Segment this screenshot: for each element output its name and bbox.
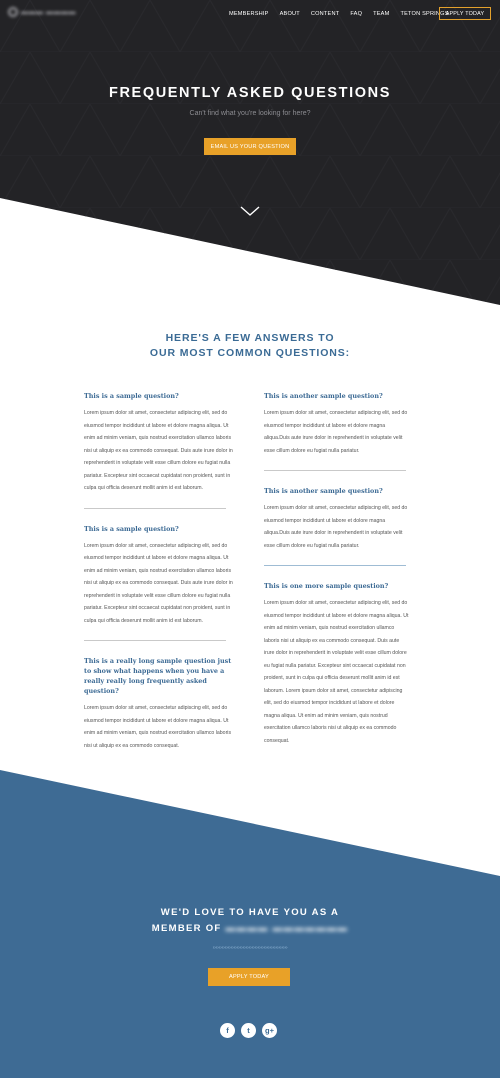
email-question-button[interactable]: EMAIL US YOUR QUESTION	[204, 138, 296, 155]
nav-item-content[interactable]: CONTENT	[310, 11, 340, 17]
faq-item	[84, 391, 240, 495]
logo-wordmark: ▬▬▬ ▬▬▬▬	[21, 8, 76, 16]
faq-item	[84, 524, 240, 628]
faq-heading-line1: HERE'S A FEW ANSWERS TO	[165, 332, 335, 344]
arrow-divider: ››››››››››››››››››››››››››››››››››››››››››››››››››	[212, 945, 288, 951]
divider	[264, 565, 406, 566]
apply-today-nav-button[interactable]: APPLY TODAY	[439, 7, 491, 20]
faq-question: This is one more sample question?	[264, 582, 389, 590]
facebook-icon[interactable]: f	[220, 1023, 235, 1038]
faq-answer: Lorem ipsum dolor sit amet, consectetur adipiscing elit, sed do eiusmod tempor incididunt ut labore et dolore magna aliqua.Duis aute irure dolor in reprehenderit in voluptate velit esse cillum dolore eu fugiat nulla pariatur.	[264, 410, 408, 454]
nav-item-about[interactable]: ABOUT	[279, 11, 300, 17]
nav-item-team[interactable]: TEAM	[373, 11, 390, 17]
blurred-brand-name: ▬▬▬▬ ▬▬▬▬▬▬▬	[225, 923, 349, 934]
nav-item-faq[interactable]: FAQ	[350, 11, 363, 17]
divider	[84, 508, 226, 509]
twitter-icon[interactable]: t	[241, 1023, 256, 1038]
faq-answer: Lorem ipsum dolor sit amet, consectetur adipiscing elit, sed do eiusmod tempor incididunt ut labore et dolore magna aliqua.Duis aute irure dolor in reprehenderit in voluptate velit esse cillum dolore eu fugiat nulla pariatur.	[264, 505, 408, 549]
faq-item	[264, 391, 409, 457]
chevron-down-icon[interactable]	[240, 205, 260, 217]
faq-answer: Lorem ipsum dolor sit amet, consectetur adipiscing elit, sed do eiusmod tempor incididunt ut labore et dolore magna aliqua. Ut enim ad minim veniam, quis nostrud exercitation ullamco laboris nisi ut aliquip ex ea commodo consequat. Duis aute irure dolor in reprehenderit in voluptate velit esse cillum dolore eu fugiat nulla pariatur. Excepteur sint occaecat cupidatat non proident, sunt in culpa qui officia deserunt mollit anim id est laborum.	[84, 542, 233, 624]
nav-item-membership[interactable]: MEMBERSHIP	[229, 11, 269, 17]
faq-question: This is a really long sample question just to show what happens when you have a really really long frequently asked question?	[84, 657, 232, 695]
social-links	[220, 1023, 283, 1038]
logo-mark-icon	[8, 7, 18, 17]
nav-item-teton-springs[interactable]: TETON SPRINGS	[400, 11, 449, 17]
faq-answer: Lorem ipsum dolor sit amet, consectetur adipiscing elit, sed do eiusmod tempor incididunt ut labore et dolore magna aliqua. Ut enim ad minim veniam, quis nostrud exercitation ullamco laboris nisi ut aliquip ex ea commodo consequat. Duis aute irure dolor in reprehenderit in voluptate velit esse cillum dolore eu fugiat nulla pariatur. Excepteur sint occaecat cupidatat non proident, sunt in culpa qui officia deserunt mollit anim id est laborum.	[84, 410, 233, 491]
hero-subtitle: Can't find what you're looking for here?	[189, 110, 311, 117]
faq-question: This is another sample question?	[264, 392, 383, 400]
googleplus-icon[interactable]: g+	[262, 1023, 277, 1038]
faq-answer: Lorem ipsum dolor sit amet, consectetur adipiscing elit, sed do eiusmod tempor incididunt ut labore et dolore magna aliqua. Ut enim ad minim veniam, quis nostrud exercitation ullamco laboris nisi ut aliquip ex ea commodo consequat. Duis aute irure dolor in reprehenderit in voluptate velit esse cillum dolore eu fugiat nulla pariatur. Excepteur sint occaecat cupidatat non proident, sunt in culpa qui officia deserunt mollit anim id est laborum. Lorem ipsum dolor sit amet, consectetur adipiscing elit, sed do eiusmod tempor incididunt ut labore et dolore magna aliqua. Ut enim ad minim veniam, quis nostrud exercitation ullamco laboris nisi ut aliquip ex ea commodo consequat.	[264, 600, 409, 744]
faq-column-right	[264, 391, 409, 747]
divider	[84, 640, 226, 641]
faq-item	[264, 486, 409, 552]
faq-answer: Lorem ipsum dolor sit amet, consectetur adipiscing elit, sed do eiusmod tempor incididunt ut labore et dolore magna aliqua. Ut enim ad minim veniam, quis nostrud exercitation ullamco laboris nisi ut aliquip ex ea commodo consequat.	[84, 705, 232, 749]
cta-heading-line2	[0, 923, 500, 934]
page-title: FREQUENTLY ASKED QUESTIONS	[109, 85, 391, 101]
faq-column-left	[84, 391, 240, 752]
divider	[264, 470, 406, 471]
faq-question: This is another sample question?	[264, 487, 383, 495]
faq-heading	[0, 331, 500, 360]
faq-heading-line2: OUR MOST COMMON QUESTIONS:	[149, 346, 351, 359]
faq-question: This is a sample question?	[84, 392, 179, 400]
faq-item	[84, 656, 240, 752]
apply-today-button[interactable]: APPLY TODAY	[208, 968, 290, 986]
faq-question: This is a sample question?	[84, 524, 179, 533]
cta-heading-line1: WE'D LOVE TO HAVE YOU AS A	[160, 907, 340, 918]
site-logo[interactable]	[8, 7, 76, 17]
hero-section	[0, 0, 500, 305]
cta-heading-prefix: MEMBER OF	[151, 923, 222, 934]
faq-item	[264, 581, 409, 747]
main-nav	[229, 11, 460, 17]
